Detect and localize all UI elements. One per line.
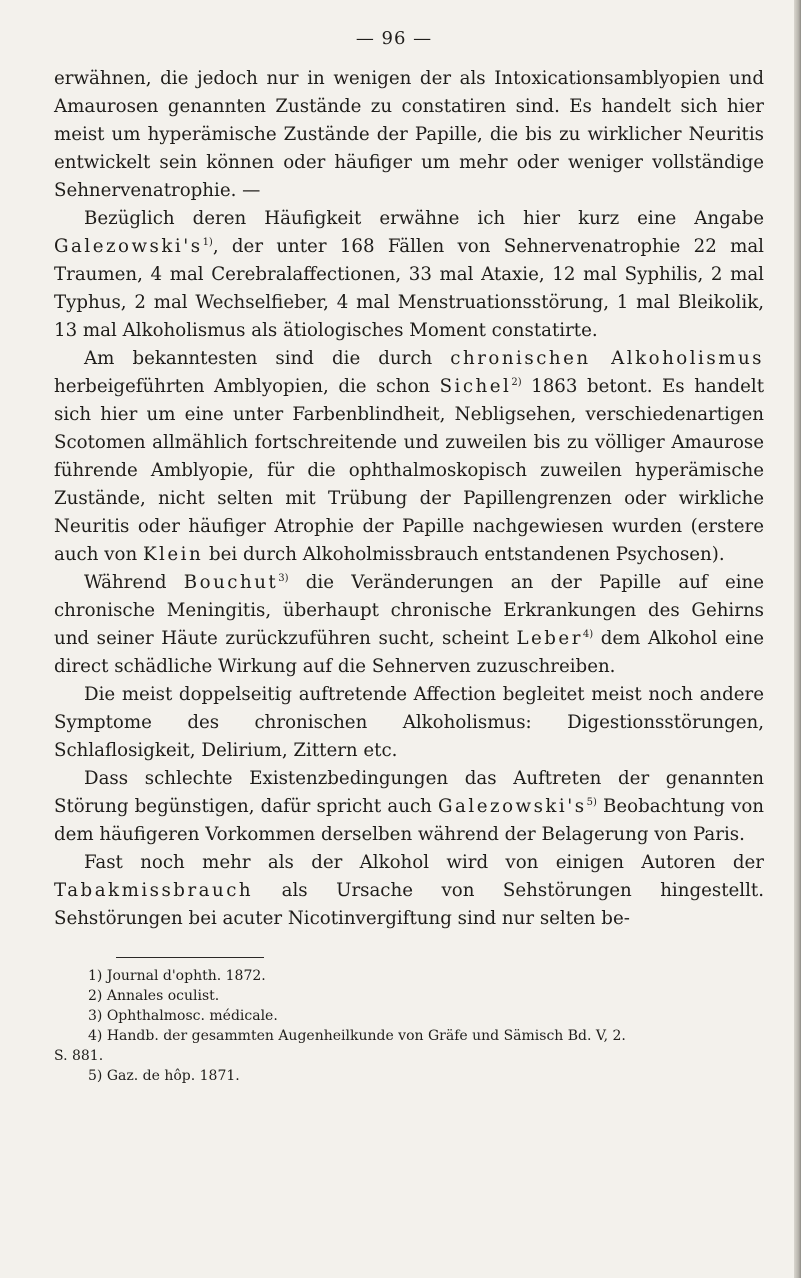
footnote <box>54 1006 764 1026</box>
footnote-text: Annales oculist. <box>106 988 220 1004</box>
spaced-name: Galezowski's <box>54 236 203 257</box>
footnote-text: S. 881. <box>54 1048 104 1064</box>
spaced-name: Klein <box>142 544 204 565</box>
paragraph <box>54 681 764 765</box>
footnote <box>54 966 764 986</box>
footnotes <box>54 966 764 1086</box>
page-edge-shadow <box>794 0 801 1278</box>
footnote-marker: 3) <box>278 572 289 584</box>
text-run: Beobachtung von dem häufigeren Vorkommen derselben während der Belagerung von Paris. <box>54 796 765 845</box>
text-run: Fast noch mehr als der Alkohol wird von einigen Autoren der <box>84 852 764 873</box>
footnote-text: Handb. der gesammten Augenheilkunde von Gräfe und Sämisch Bd. V, 2. <box>106 1028 626 1044</box>
page-number: — 96 — <box>355 28 433 49</box>
footnote-text: Gaz. de hôp. 1871. <box>106 1068 240 1084</box>
paragraph <box>54 205 764 345</box>
footnote-divider <box>116 957 264 958</box>
text-run: Bezüglich deren Häufigkeit erwähne ich hier kurz eine Angabe <box>84 208 764 229</box>
footnote-label: 1) <box>88 968 107 984</box>
text-run: 1863 betont. Es handelt sich hier um eine unter Farbenblindheit, Nebligsehen, verschiedenartigen Scotomen allmählich fortschreitende und zuweilen bis zu völliger Amaurose führende Amblyopie, für die ophthalmoskopisch zuweilen hyperämische Zustände, nicht selten mit Trübung der Papillengrenzen oder wirkliche Neuritis oder häufiger Atrophie der Papille nachgewiesen wurden (erstere auch von <box>54 376 765 565</box>
text-run: Am bekanntesten sind die durch <box>84 348 451 369</box>
footnote-text: Journal d'ophth. 1872. <box>106 968 266 984</box>
footnote <box>54 1066 764 1086</box>
paragraph <box>54 65 764 205</box>
paragraph <box>54 345 764 569</box>
footnote-label: 3) <box>88 1008 107 1024</box>
footnote <box>54 986 764 1006</box>
footnote-marker: 5) <box>586 796 597 808</box>
text-run: die Veränderungen an der Papille auf eine chronische Meningitis, überhaupt chronische Erkrankungen des Gehirns und seiner Häute zurückzuführen sucht, scheint <box>54 572 765 649</box>
book-page <box>54 28 764 1086</box>
text-run: Dass schlechte Existenzbedingungen das Auftreten der genannten Störung begünstigen, dafür spricht auch <box>54 768 764 817</box>
spaced-name: Bouchut <box>183 572 279 593</box>
spaced-name: Tabakmissbrauch <box>54 880 254 901</box>
footnote-label: 2) <box>88 988 107 1004</box>
footnote-text: Ophthalmosc. médicale. <box>106 1008 278 1024</box>
footnote-label: 5) <box>88 1068 107 1084</box>
footnote-label: 4) <box>88 1028 107 1044</box>
spaced-name: Galezowski's <box>438 796 587 817</box>
footnote-marker: 1) <box>202 236 213 248</box>
text-run: Während <box>84 572 184 593</box>
paragraph <box>54 849 764 933</box>
text-run: als Ursache von Sehstörungen hingestellt. Sehstörungen bei acuter Nicotinvergiftung sind nur selten be- <box>54 880 764 929</box>
spaced-name: Leber <box>516 628 583 649</box>
text-run: bei durch Alkoholmissbrauch entstandenen Psychosen). <box>203 544 725 565</box>
spaced-name: chronischen Alkoholismus <box>450 348 764 369</box>
footnote <box>54 1026 764 1046</box>
footnote <box>54 1046 764 1066</box>
footnote-marker: 2) <box>511 376 522 388</box>
text-run: Die meist doppelseitig auftretende Affection begleitet meist noch andere Symptome des chronischen Alkoholismus: Digestionsstörungen, Schlaflosigkeit, Delirium, Zittern etc. <box>54 684 764 761</box>
footnote-marker: 4) <box>582 628 594 640</box>
body-text <box>54 65 764 933</box>
paragraph <box>54 569 764 681</box>
text-run: , der unter 168 Fällen von Sehnervenatrophie 22 mal Traumen, 4 mal Cerebralaffectionen, 33 mal Ataxie, 12 mal Syphilis, 2 mal Typhus, 2 mal Wechselfieber, 4 mal Menstruationsstörung, 1 mal Bleikolik, 13 mal Alkoholismus als ätiologisches Moment constatirte. <box>54 236 764 341</box>
text-run: dem Alkohol eine direct schädliche Wirkung auf die Sehnerven zuzuschreiben. <box>54 628 764 677</box>
paragraph <box>54 765 764 849</box>
text-run: erwähnen, die jedoch nur in wenigen der als Intoxicationsamblyopien und Amaurosen genannten Zustände zu constatiren sind. Es handelt sich hier meist um hyperämische Zustände der Papille, die bis zu wirklicher Neuritis entwickelt sein können oder häufiger um mehr oder weniger vollständige Sehnervenatrophie. — <box>54 68 764 201</box>
text-run: herbeigeführten Amblyopien, die schon <box>54 376 440 397</box>
spaced-name: Sichel <box>439 376 512 397</box>
